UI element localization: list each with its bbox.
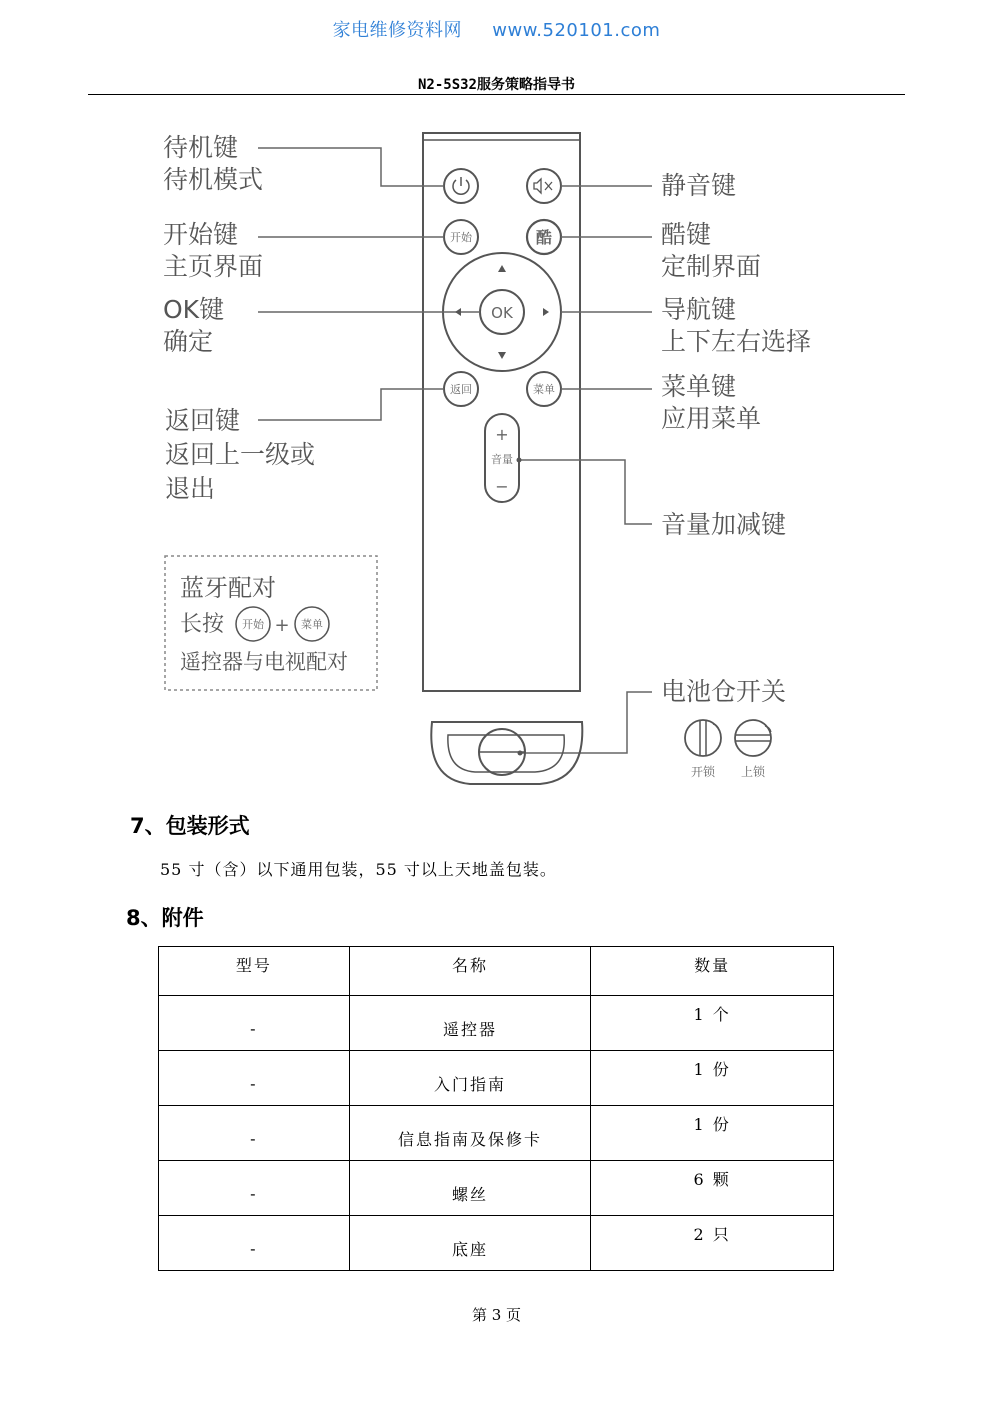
row-qty: 6 颗 — [591, 1161, 834, 1216]
callout-start-title: 开始键 — [163, 220, 239, 249]
callout-ok-desc: 确定 — [163, 327, 214, 356]
row-name: 入门指南 — [349, 1051, 591, 1106]
callout-battery — [661, 676, 786, 708]
doc-header: N2-5S32服务策略指导书 — [417, 77, 575, 93]
callout-start-desc: 主页界面 — [163, 252, 264, 281]
callout-back — [165, 404, 315, 506]
nav-down-arrow — [498, 352, 506, 359]
remote-body — [423, 133, 580, 691]
callout-nav — [661, 294, 811, 358]
callout-menu — [661, 371, 761, 435]
section7-body: 55 寸（含）以下通用包装，55 寸以上天地盖包装。 — [160, 860, 557, 879]
pairing-hold: 长按 — [180, 612, 225, 637]
callout-mute — [661, 170, 736, 202]
nav-left-arrow — [455, 308, 461, 316]
row-model: - — [159, 1106, 350, 1161]
lock-label: 上锁 — [740, 765, 766, 779]
row-model: - — [159, 1216, 350, 1271]
callout-cool-title: 酷键 — [661, 220, 712, 249]
callout-volume-title: 音量加减键 — [661, 510, 787, 539]
row-qty: 2 只 — [591, 1216, 834, 1271]
callout-nav-title: 导航键 — [661, 295, 737, 324]
callout-menu-desc: 应用菜单 — [661, 404, 762, 433]
callout-ok — [163, 294, 224, 358]
watermark-site-name: 家电维修资料网 — [332, 20, 463, 41]
nav-right-arrow — [543, 308, 549, 316]
back-button-label: 返回 — [450, 383, 472, 396]
callout-line-volume — [519, 460, 652, 524]
ok-button-label: OK — [491, 304, 513, 322]
pairing-key-menu-label: 菜单 — [301, 618, 323, 631]
nav-up-arrow — [498, 265, 506, 272]
callout-line-standby — [258, 148, 444, 186]
table-row — [159, 1051, 834, 1106]
row-model: - — [159, 1161, 350, 1216]
row-qty: 1 份 — [591, 1106, 834, 1161]
table-row — [159, 1161, 834, 1216]
callout-menu-title: 菜单键 — [661, 372, 737, 401]
page-number: 第 3 页 — [471, 1306, 522, 1324]
row-qty: 1 份 — [591, 1051, 834, 1106]
table-row — [159, 1216, 834, 1271]
row-model: - — [159, 1051, 350, 1106]
cool-button-label: 酷 — [535, 228, 553, 247]
callout-back-title: 返回键 — [165, 406, 241, 435]
pairing-key-start-label: 开始 — [242, 618, 264, 631]
pairing-title: 蓝牙配对 — [180, 574, 276, 602]
callout-standby-desc: 待机模式 — [163, 165, 264, 194]
table-row — [159, 996, 834, 1051]
callout-volume — [661, 509, 786, 541]
table-row — [159, 1106, 834, 1161]
row-name: 螺丝 — [349, 1161, 591, 1216]
callout-back-desc-line1: 返回上一级或 — [165, 440, 316, 469]
callout-cool — [661, 219, 761, 283]
section7-title: 7、包装形式 — [130, 814, 250, 838]
unlock-label: 开锁 — [690, 765, 716, 779]
watermark-url: www.520101.com — [492, 20, 661, 41]
callout-nav-desc: 上下左右选择 — [661, 327, 812, 356]
pairing-plus-label: + — [274, 615, 290, 636]
row-name: 遥控器 — [349, 996, 591, 1051]
mute-button — [527, 169, 561, 203]
start-button-label: 开始 — [450, 231, 472, 244]
callout-cool-desc: 定制界面 — [661, 252, 762, 281]
section8-title: 8、附件 — [126, 906, 204, 930]
header-name: 名称 — [349, 947, 591, 996]
callout-ok-title: OK键 — [163, 295, 225, 324]
pairing-desc: 遥控器与电视配对 — [180, 650, 348, 674]
callout-battery-title: 电池仓开关 — [661, 677, 787, 706]
callout-back-desc-line2: 退出 — [165, 474, 216, 503]
row-qty: 1 个 — [591, 996, 834, 1051]
volume-plus-label: + — [495, 425, 509, 444]
mute-icon — [534, 179, 541, 193]
header-model: 型号 — [159, 947, 350, 996]
callout-standby — [163, 132, 263, 196]
menu-button-label: 菜单 — [533, 383, 555, 396]
volume-label: 音量 — [491, 453, 513, 466]
volume-minus-label: − — [495, 477, 509, 496]
lock-icon — [735, 720, 771, 756]
row-name: 底座 — [349, 1216, 591, 1271]
table-header-row — [159, 947, 834, 996]
callout-mute-title: 静音键 — [661, 171, 737, 200]
header-qty: 数量 — [591, 947, 834, 996]
accessories-table — [158, 946, 834, 1271]
row-name: 信息指南及保修卡 — [349, 1106, 591, 1161]
callout-standby-title: 待机键 — [163, 133, 239, 162]
callout-start — [163, 219, 263, 283]
row-model: - — [159, 996, 350, 1051]
